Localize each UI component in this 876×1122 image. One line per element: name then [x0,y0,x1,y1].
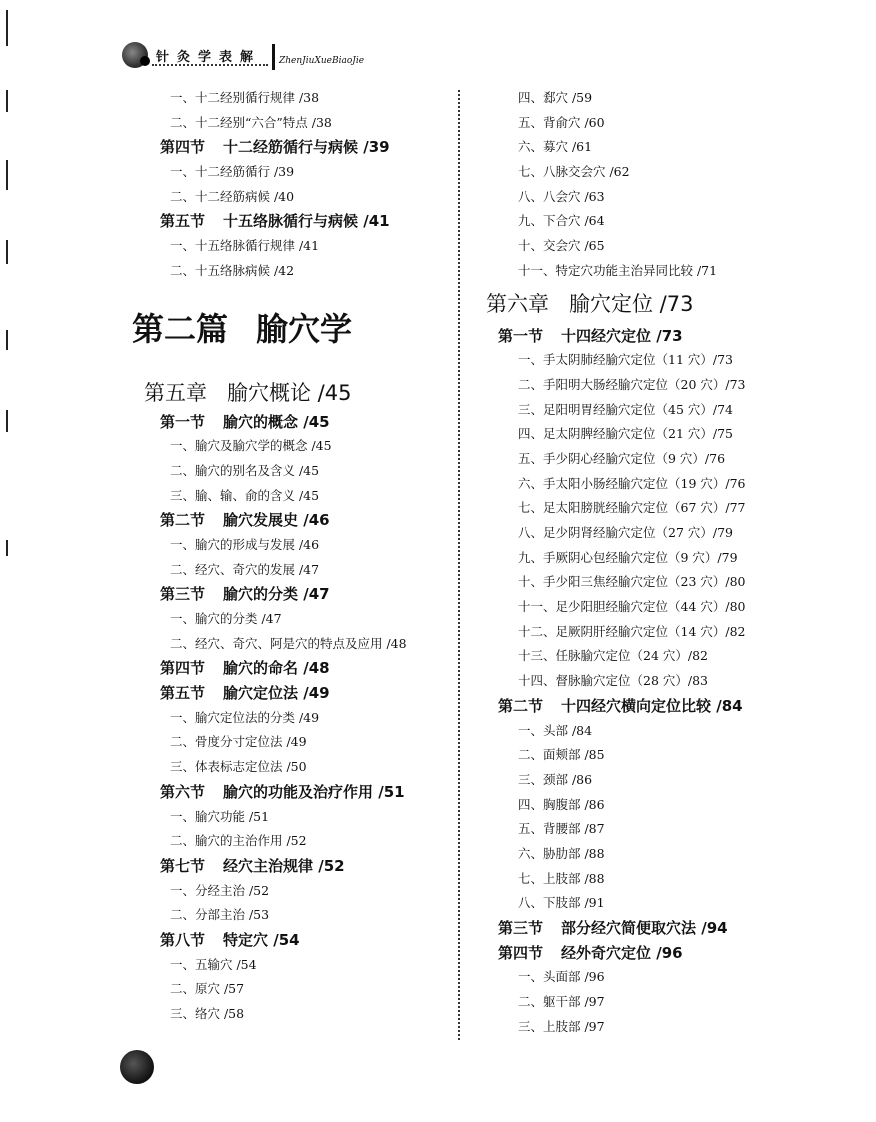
toc-section[interactable] [486,941,816,966]
toc-item[interactable]: 八、下肢部 /91 [518,895,605,911]
toc-section[interactable] [132,656,452,681]
chapter-title: 腧穴概论 /45 [227,380,352,405]
toc-item[interactable]: 三、腧、输、俞的含义 /45 [170,487,320,503]
book-title: 针灸学表解 [156,50,262,65]
toc-item[interactable]: 四、胸腹部 /86 [518,796,605,812]
section-label: 第一节 [160,412,206,431]
toc-item[interactable]: 五、背腰部 /87 [518,821,605,837]
book-title-pinyin: ZhenJiuXueBiaoJie [279,56,365,66]
toc-section[interactable] [132,410,452,435]
section-label: 第四节 [498,943,544,962]
toc-item[interactable]: 十、手少阳三焦经腧穴定位（23 穴）/80 [518,574,746,590]
scan-edge-mark [6,540,8,556]
toc-item[interactable]: 二、经穴、奇穴、阿是穴的特点及应用 /48 [170,635,407,651]
section-label: 第五节 [160,684,206,703]
section-title: 经穴主治规律 /52 [223,856,345,875]
toc-item[interactable]: 九、下合穴 /64 [518,213,605,229]
section-label: 第八节 [160,930,206,949]
toc-item[interactable]: 一、腧穴功能 /51 [170,808,270,824]
toc-section[interactable] [132,508,452,533]
section-label: 第三节 [498,919,544,937]
toc-item[interactable]: 一、十五络脉循行规律 /41 [170,238,320,254]
section-title: 腧穴的命名 /48 [223,659,330,678]
toc-item[interactable]: 三、络穴 /58 [170,1006,245,1021]
toc-item[interactable]: 十一、足少阳胆经腧穴定位（44 穴）/80 [518,599,746,615]
toc-item[interactable]: 一、头部 /84 [518,722,593,738]
toc-item[interactable]: 七、足太阳膀胱经腧穴定位（67 穴）/77 [518,500,746,516]
scan-edge-mark [6,160,8,190]
toc-item[interactable]: 二、躯干部 /97 [518,994,605,1010]
toc-item[interactable]: 二、腧穴的主治作用 /52 [170,833,307,849]
toc-item[interactable]: 二、十二经别“六合”特点 /38 [170,114,332,130]
toc-item[interactable]: 五、背俞穴 /60 [518,114,605,130]
toc-section[interactable] [486,694,816,719]
toc-item[interactable]: 一、腧穴的形成与发展 /46 [170,536,320,552]
toc-section[interactable] [132,209,452,234]
part-title: 腧穴学 [256,309,353,348]
toc-item[interactable]: 一、腧穴及腧穴学的概念 /45 [170,438,332,454]
section-title: 十四经穴定位 /73 [561,326,683,345]
toc-item[interactable]: 二、手阳明大肠经腧穴定位（20 穴）/73 [518,376,746,392]
toc-item[interactable]: 十二、足厥阴肝经腧穴定位（14 穴）/82 [518,623,746,639]
toc-item[interactable]: 二、十二经筋病候 /40 [170,188,295,204]
toc-item[interactable]: 一、腧穴定位法的分类 /49 [170,709,320,725]
toc-item[interactable]: 一、十二经别循行规律 /38 [170,90,320,105]
toc-right-column [486,86,816,1039]
toc-item[interactable]: 一、十二经筋循行 /39 [170,164,295,180]
section-label: 第五节 [160,212,206,231]
section-label: 第三节 [160,585,206,604]
section-title: 特定穴 /54 [223,930,300,949]
section-title: 腧穴发展史 /46 [223,511,330,530]
section-title: 腧穴的分类 /47 [223,585,330,604]
section-title: 腧穴定位法 /49 [223,684,330,703]
section-title: 腧穴的概念 /45 [223,412,330,431]
toc-item[interactable]: 七、八脉交会穴 /62 [518,164,630,180]
chapter-title: 腧穴定位 /73 [569,291,694,316]
toc-item[interactable]: 二、腧穴的别名及含义 /45 [170,462,320,478]
scan-edge-mark [6,10,8,46]
toc-item[interactable]: 十一、特定穴功能主治异同比较 /71 [518,262,718,278]
toc-item[interactable]: 二、分部主治 /53 [170,907,270,923]
section-label: 第一节 [498,326,544,345]
toc-item[interactable]: 三、上肢部 /97 [518,1018,605,1034]
toc-chapter[interactable] [132,376,452,410]
section-title: 部分经穴简便取穴法 /94 [561,919,728,937]
toc-item[interactable]: 十、交会穴 /65 [518,238,605,254]
page-corner-blot [120,1050,154,1084]
toc-item[interactable]: 二、面颊部 /85 [518,747,605,763]
toc-item[interactable]: 四、郄穴 /59 [518,90,593,105]
toc-item[interactable]: 八、八会穴 /63 [518,188,605,204]
toc-item[interactable]: 五、手少阴心经腧穴定位（9 穴）/76 [518,450,726,466]
part-label: 第二篇 [132,309,229,348]
chapter-label: 第六章 [486,291,549,316]
toc-section[interactable] [132,780,452,805]
scan-edge-mark [6,410,8,432]
toc-item[interactable]: 三、体表标志定位法 /50 [170,759,307,775]
toc-item[interactable]: 六、募穴 /61 [518,139,593,155]
scan-edge-mark [6,90,8,112]
toc-item[interactable]: 一、五输穴 /54 [170,956,257,972]
section-label: 第四节 [160,659,206,678]
toc-part[interactable] [132,300,452,358]
toc-section[interactable] [486,324,816,349]
header-dotted-rule [152,64,268,66]
scan-edge-mark [6,240,8,264]
toc-item[interactable]: 三、颈部 /86 [518,771,593,787]
toc-section[interactable] [132,681,452,706]
section-label: 第七节 [160,856,206,875]
section-title: 十五络脉循行与病候 /41 [223,212,390,231]
toc-item[interactable]: 二、十五络脉病候 /42 [170,262,295,278]
toc-item[interactable]: 二、经穴、奇穴的发展 /47 [170,561,320,577]
toc-left-column [132,86,452,1027]
toc-chapter[interactable] [486,284,816,324]
toc-section[interactable] [486,916,816,941]
toc-item[interactable]: 十三、任脉腧穴定位（24 穴）/82 [518,648,708,664]
toc-item[interactable]: 六、手太阳小肠经腧穴定位（19 穴）/76 [518,475,746,491]
toc-item[interactable]: 一、头面部 /96 [518,969,605,985]
toc-item[interactable]: 一、分经主治 /52 [170,882,270,898]
section-label: 第二节 [160,511,206,530]
toc-item[interactable]: 三、足阳明胃经腧穴定位（45 穴）/74 [518,401,733,417]
toc-item[interactable]: 七、上肢部 /88 [518,870,605,886]
toc-item[interactable]: 九、手厥阴心包经腧穴定位（9 穴）/79 [518,549,738,565]
section-title: 腧穴的功能及治疗作用 /51 [223,782,405,801]
toc-item[interactable]: 二、原穴 /57 [170,981,245,997]
section-title: 经外奇穴定位 /96 [561,943,683,962]
section-title: 十二经筋循行与病候 /39 [223,138,390,157]
toc-item[interactable]: 四、足太阴脾经腧穴定位（21 穴）/75 [518,426,733,442]
toc-section[interactable] [132,135,452,160]
section-label: 第四节 [160,138,206,157]
section-label: 第二节 [498,696,544,715]
section-label: 第六节 [160,782,206,801]
column-divider [458,90,460,1040]
header-dot [140,56,150,66]
scan-edge-mark [6,330,8,350]
header-bar [272,44,275,70]
toc-section[interactable] [132,854,452,879]
chapter-label: 第五章 [144,380,207,405]
toc-item[interactable]: 六、胁肋部 /88 [518,845,605,861]
toc-item[interactable]: 一、手太阴肺经腧穴定位（11 穴）/73 [518,352,733,368]
toc-item[interactable]: 二、骨度分寸定位法 /49 [170,734,307,750]
toc-section[interactable] [132,582,452,607]
toc-section[interactable] [132,928,452,953]
toc-item[interactable]: 十四、督脉腧穴定位（28 穴）/83 [518,673,708,689]
section-title: 十四经穴横向定位比较 /84 [561,696,743,715]
toc-item[interactable]: 八、足少阴肾经腧穴定位（27 穴）/79 [518,525,733,540]
toc-item[interactable]: 一、腧穴的分类 /47 [170,611,282,626]
